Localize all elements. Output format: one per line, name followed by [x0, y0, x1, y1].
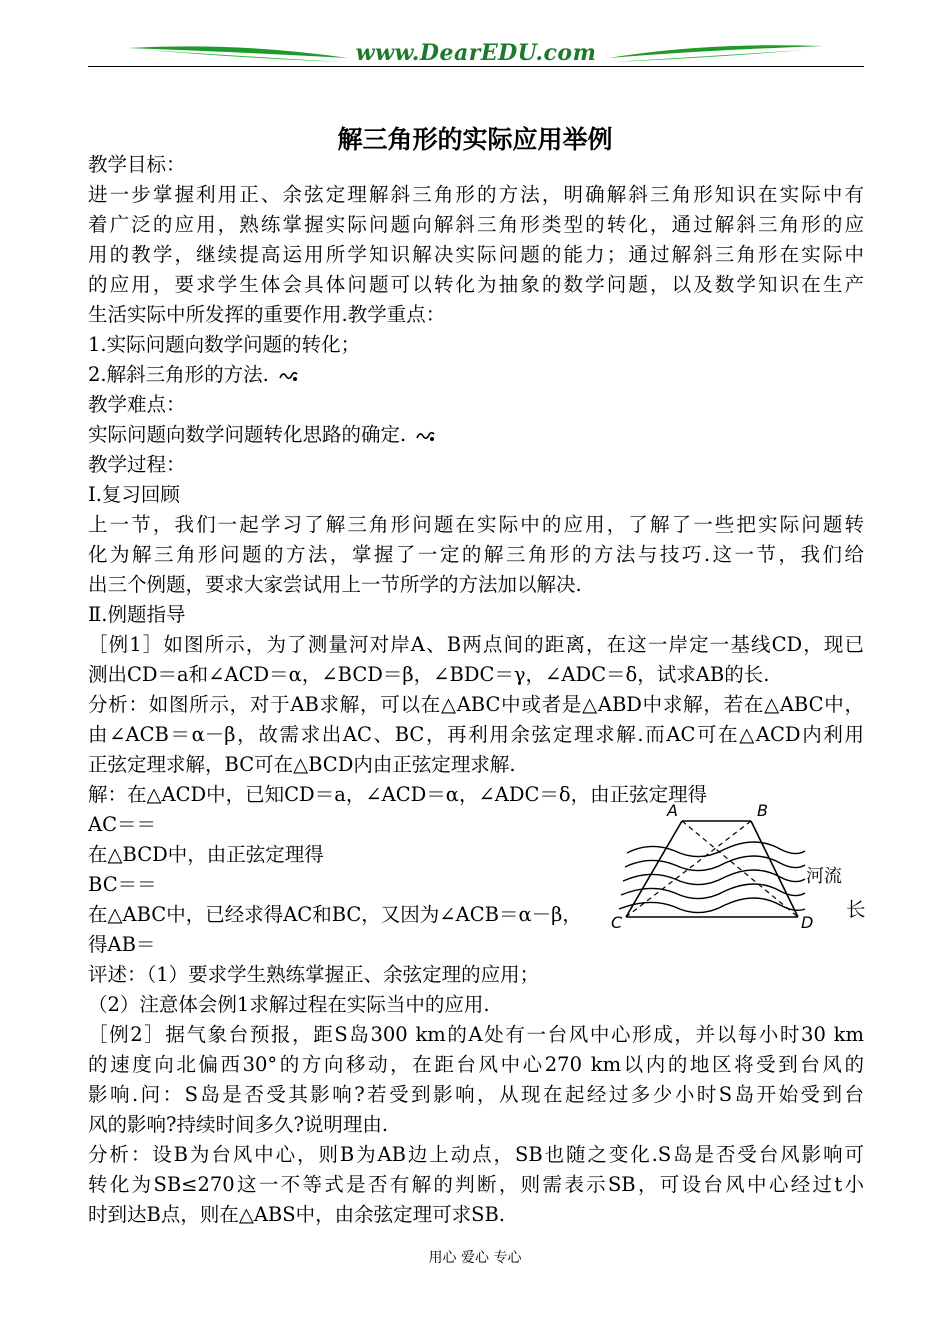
text-line: 化为解三角形问题的方法，掌握了一定的解三角形的方法与技巧.这一节，我们给	[88, 543, 864, 566]
text-line: 着广泛的应用，熟练掌握实际问题向解斜三角形类型的转化，通过解斜三角形的应	[88, 213, 864, 236]
page-footer: 用心 爱心 专心	[428, 1250, 522, 1266]
document-body	[88, 150, 864, 1230]
text-line: （2）注意体会例1求解过程在实际当中的应用.	[88, 993, 490, 1016]
text-line: BC＝＝	[88, 873, 157, 896]
text-line: 用的教学，继续提高运用所学知识解决实际问题的能力；通过解斜三角形在实际中	[88, 243, 864, 266]
text-line: 在△BCD中，由正弦定理得	[88, 843, 324, 866]
text-line: 教学过程：	[88, 453, 186, 476]
text-line: ［例1］如图所示，为了测量河对岸A、B两点间的距离，在这一岸定一基线CD，现已	[88, 633, 864, 656]
text-line: 时到达B点，则在△ABS中，由余弦定理可求SB.	[88, 1203, 505, 1226]
text-line-with-icon	[88, 420, 864, 450]
text-line: 1.实际问题向数学问题的转化；	[88, 333, 361, 356]
page-title: 解三角形的实际应用举例	[337, 125, 613, 154]
text-line: 分析：设B为台风中心，则B为AB边上动点，SB也随之变化.S岛是否受台风影响可	[88, 1143, 864, 1166]
text-line: 教学目标：	[88, 153, 186, 176]
text-line: 由∠ACB＝α－β，故需求出AC、BC，再利用余弦定理求解.而AC可在△ACD内利用	[88, 723, 864, 746]
text-line: 出三个例题，要求大家尝试用上一节所学的方法加以解决.	[88, 573, 582, 596]
text-line: 得AB＝	[88, 933, 156, 956]
text-line: AC＝＝	[88, 813, 157, 836]
text-line: 转化为SB≤270这一不等式是否有解的判断，则需表示SB，可设台风中心经过t小	[88, 1173, 864, 1196]
text-line: Ⅱ.例题指导	[88, 603, 186, 626]
text-line: 教学难点：	[88, 393, 186, 416]
river-label: 河流	[806, 866, 842, 887]
point-label-c: C	[611, 913, 623, 932]
text-line: 测出CD＝a和∠ACD＝α，∠BCD＝β，∠BDC＝γ，∠ADC＝δ，试求AB的长.	[88, 663, 770, 686]
point-label-d: D	[801, 913, 814, 932]
text-line: 上一节，我们一起学习了解三角形问题在实际中的应用，了解了一些把实际问题转	[88, 513, 864, 536]
text-line: 生活实际中所发挥的重要作用.教学重点：	[88, 303, 446, 326]
site-name[interactable]: www.DearEDU.com	[355, 40, 597, 66]
text-line: 正弦定理求解，BC可在△BCD内由正弦定理求解.	[88, 753, 516, 776]
squiggle-icon	[416, 429, 436, 443]
text-line: Ⅰ.复习回顾	[88, 483, 180, 506]
point-label-b: B	[757, 801, 768, 820]
text-line: 进一步掌握利用正、余弦定理解斜三角形的方法，明确解斜三角形知识在实际中有	[88, 183, 864, 206]
river-waves	[619, 842, 805, 913]
text-segment: 实际问题向数学问题转化思路的确定.	[88, 423, 407, 446]
text-line: ［例2］据气象台预报，距S岛300 km的A处有一台风中心形成，并以每小时30 km	[88, 1023, 864, 1046]
text-line: 分析：如图所示，对于AB求解，可以在△ABC中或者是△ABD中求解，若在△ABC中，	[88, 693, 864, 716]
header-rule	[88, 66, 864, 67]
text-line: 在△ABC中，已经求得AC和BC，又因为∠ACB＝α－β，	[88, 903, 582, 926]
text-line-with-icon	[88, 360, 864, 390]
point-label-a: A	[667, 801, 678, 820]
text-segment: 2.解斜三角形的方法.	[88, 363, 269, 386]
squiggle-icon	[279, 369, 299, 383]
text-line: 影响.问：S岛是否受其影响?若受到影响，从现在起经过多少小时S岛开始受到台	[88, 1083, 864, 1106]
text-line: 解：在△ACD中，已知CD＝a，∠ACD＝α，∠ADC＝δ，由正弦定理得	[88, 783, 708, 806]
text-line: 的应用，要求学生体会具体问题可以转化为抽象的数学问题，以及数学知识在生产	[88, 273, 864, 296]
trailing-character: 长	[846, 898, 866, 921]
text-line: 的速度向北偏西30°的方向移动，在距台风中心270 km以内的地区将受到台风的	[88, 1053, 864, 1076]
text-line: 评述：（1）要求学生熟练掌握正、余弦定理的应用；	[88, 963, 540, 986]
river-diagram	[605, 801, 865, 935]
text-line: 风的影响?持续时间多久?说明理由.	[88, 1113, 389, 1136]
